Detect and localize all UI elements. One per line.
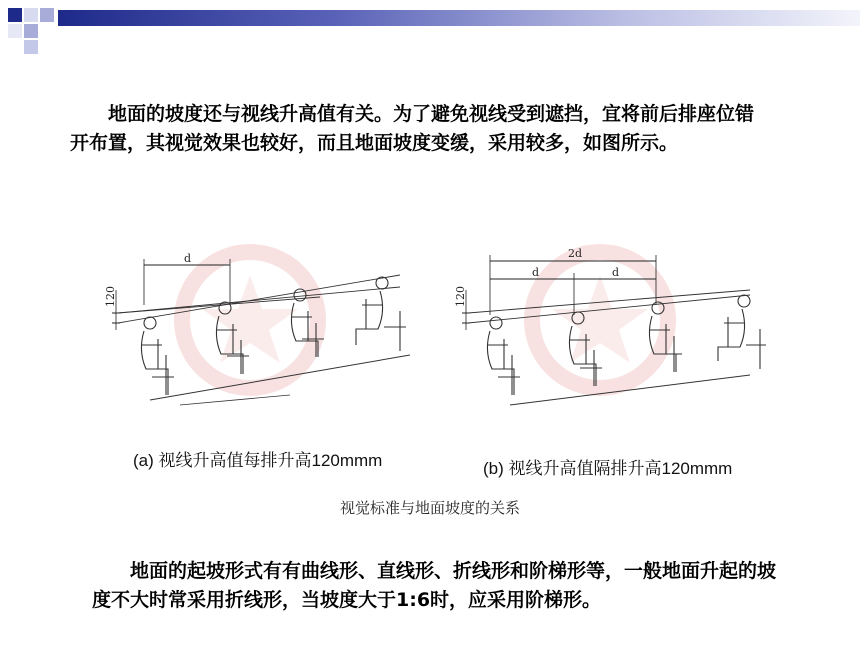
figure-a-caption: (a) 视线升高值每排升高120mmm bbox=[133, 451, 383, 470]
dim-label-d-second: d bbox=[612, 266, 620, 279]
figure-b-caption: (b) 视线升高值隔排升高120mmm bbox=[483, 459, 733, 478]
figure-b-diagram bbox=[450, 235, 790, 435]
intro-paragraph: 地面的坡度还与视线升高值有关。为了避免视线受到遮挡，宜将前后排座位错开布置，其视觉效果也较好，而且地面坡度变缓，采用较多，如图所示。 bbox=[70, 103, 755, 154]
slope-paragraph: 地面的起坡形式有有曲线形、直线形、折线形和阶梯形等，一般地面升起的坡度不大时常采用折线形，当坡度大于1:6时，应采用阶梯形。 bbox=[92, 560, 777, 611]
dim-label-2d: 2d bbox=[568, 247, 583, 260]
figure-a-diagram bbox=[100, 235, 440, 435]
figure-title: 视觉标准与地面坡度的关系 bbox=[339, 499, 520, 517]
dim-label-120: 120 bbox=[104, 286, 117, 307]
header-gradient-bar bbox=[58, 10, 860, 26]
watermark-emblem bbox=[182, 252, 318, 388]
dim-label-d: d bbox=[184, 252, 192, 265]
dim-label-120: 120 bbox=[454, 286, 467, 307]
dim-label-d-first: d bbox=[532, 266, 540, 279]
